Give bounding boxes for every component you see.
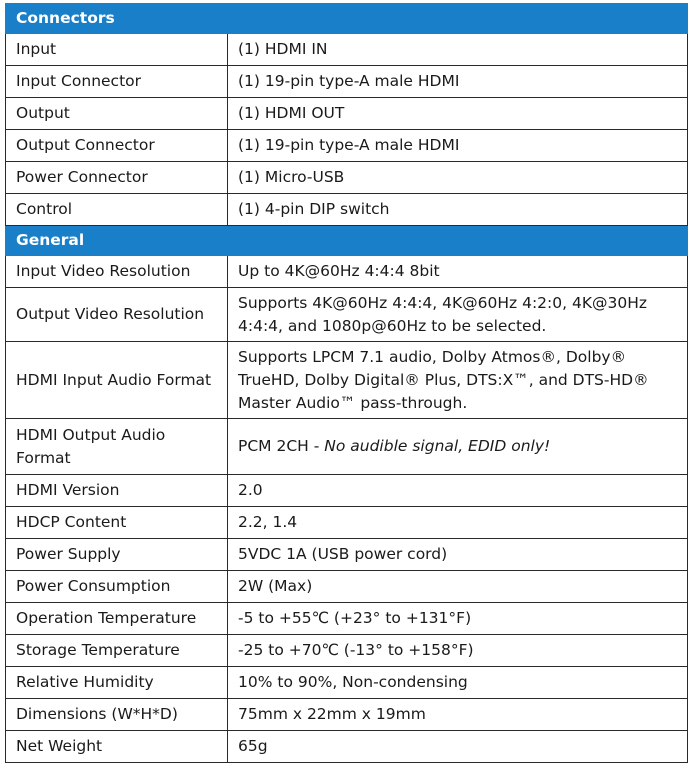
spec-value-text: PCM 2CH - — [238, 437, 325, 455]
spec-label: Input Video Resolution — [6, 256, 228, 288]
spec-row-hdmi-input-audio-format — [6, 342, 688, 419]
spec-row-operation-temperature — [6, 603, 688, 635]
spec-row-hdcp-content — [6, 507, 688, 539]
spec-row-hdmi-version — [6, 475, 688, 507]
spec-value: Supports LPCM 7.1 audio, Dolby Atmos®, Dolby® TrueHD, Dolby Digital® Plus, DTS:X™, and DTS-HD® Master Audio™ pass-through. — [228, 342, 688, 419]
spec-label: Operation Temperature — [6, 603, 228, 635]
spec-value: 65g — [228, 731, 688, 763]
spec-row-input — [6, 34, 688, 66]
spec-label: Storage Temperature — [6, 635, 228, 667]
spec-row-relative-humidity — [6, 667, 688, 699]
spec-value: (1) 19-pin type-A male HDMI — [228, 130, 688, 162]
spec-label: HDMI Version — [6, 475, 228, 507]
spec-value: 2W (Max) — [228, 571, 688, 603]
spec-value: Supports 4K@60Hz 4:4:4, 4K@60Hz 4:2:0, 4K@30Hz 4:4:4, and 1080p@60Hz to be selected. — [228, 288, 688, 342]
spec-value: 75mm x 22mm x 19mm — [228, 699, 688, 731]
spec-label: Power Connector — [6, 162, 228, 194]
spec-row-control — [6, 194, 688, 226]
spec-row-output-video-resolution — [6, 288, 688, 342]
spec-row-power-supply — [6, 539, 688, 571]
section-title: Connectors — [6, 4, 688, 34]
spec-value: (1) Micro-USB — [228, 162, 688, 194]
spec-label: Control — [6, 194, 228, 226]
spec-row-storage-temperature — [6, 635, 688, 667]
spec-label: Dimensions (W*H*D) — [6, 699, 228, 731]
spec-label: Relative Humidity — [6, 667, 228, 699]
spec-label: Input Connector — [6, 66, 228, 98]
spec-label: Output Connector — [6, 130, 228, 162]
spec-row-output-connector — [6, 130, 688, 162]
spec-value: (1) HDMI IN — [228, 34, 688, 66]
spec-row-power-connector — [6, 162, 688, 194]
spec-label: Output — [6, 98, 228, 130]
section-title: General — [6, 226, 688, 256]
spec-label: Net Weight — [6, 731, 228, 763]
spec-value: (1) HDMI OUT — [228, 98, 688, 130]
spec-value: 2.0 — [228, 475, 688, 507]
spec-value-note: No audible signal, EDID only! — [324, 437, 551, 455]
section-header-connectors — [6, 4, 688, 34]
spec-value: -5 to +55℃ (+23° to +131°F) — [228, 603, 688, 635]
spec-label: Output Video Resolution — [6, 288, 228, 342]
spec-value: 5VDC 1A (USB power cord) — [228, 539, 688, 571]
spec-row-dimensions — [6, 699, 688, 731]
spec-row-input-video-resolution — [6, 256, 688, 288]
spec-value: 2.2, 1.4 — [228, 507, 688, 539]
spec-label: HDCP Content — [6, 507, 228, 539]
spec-label: Power Supply — [6, 539, 228, 571]
spec-value: 10% to 90%, Non-condensing — [228, 667, 688, 699]
spec-value: -25 to +70℃ (-13° to +158°F) — [228, 635, 688, 667]
spec-table — [5, 3, 688, 763]
section-header-general — [6, 226, 688, 256]
spec-label: HDMI Output Audio Format — [6, 419, 228, 475]
spec-label: Power Consumption — [6, 571, 228, 603]
spec-label: HDMI Input Audio Format — [6, 342, 228, 419]
spec-value: (1) 19-pin type-A male HDMI — [228, 66, 688, 98]
spec-row-hdmi-output-audio-format — [6, 419, 688, 475]
spec-value: (1) 4-pin DIP switch — [228, 194, 688, 226]
spec-row-net-weight — [6, 731, 688, 763]
spec-label: Input — [6, 34, 228, 66]
spec-value: Up to 4K@60Hz 4:4:4 8bit — [228, 256, 688, 288]
spec-row-input-connector — [6, 66, 688, 98]
spec-row-power-consumption — [6, 571, 688, 603]
spec-value — [228, 419, 688, 475]
spec-row-output — [6, 98, 688, 130]
